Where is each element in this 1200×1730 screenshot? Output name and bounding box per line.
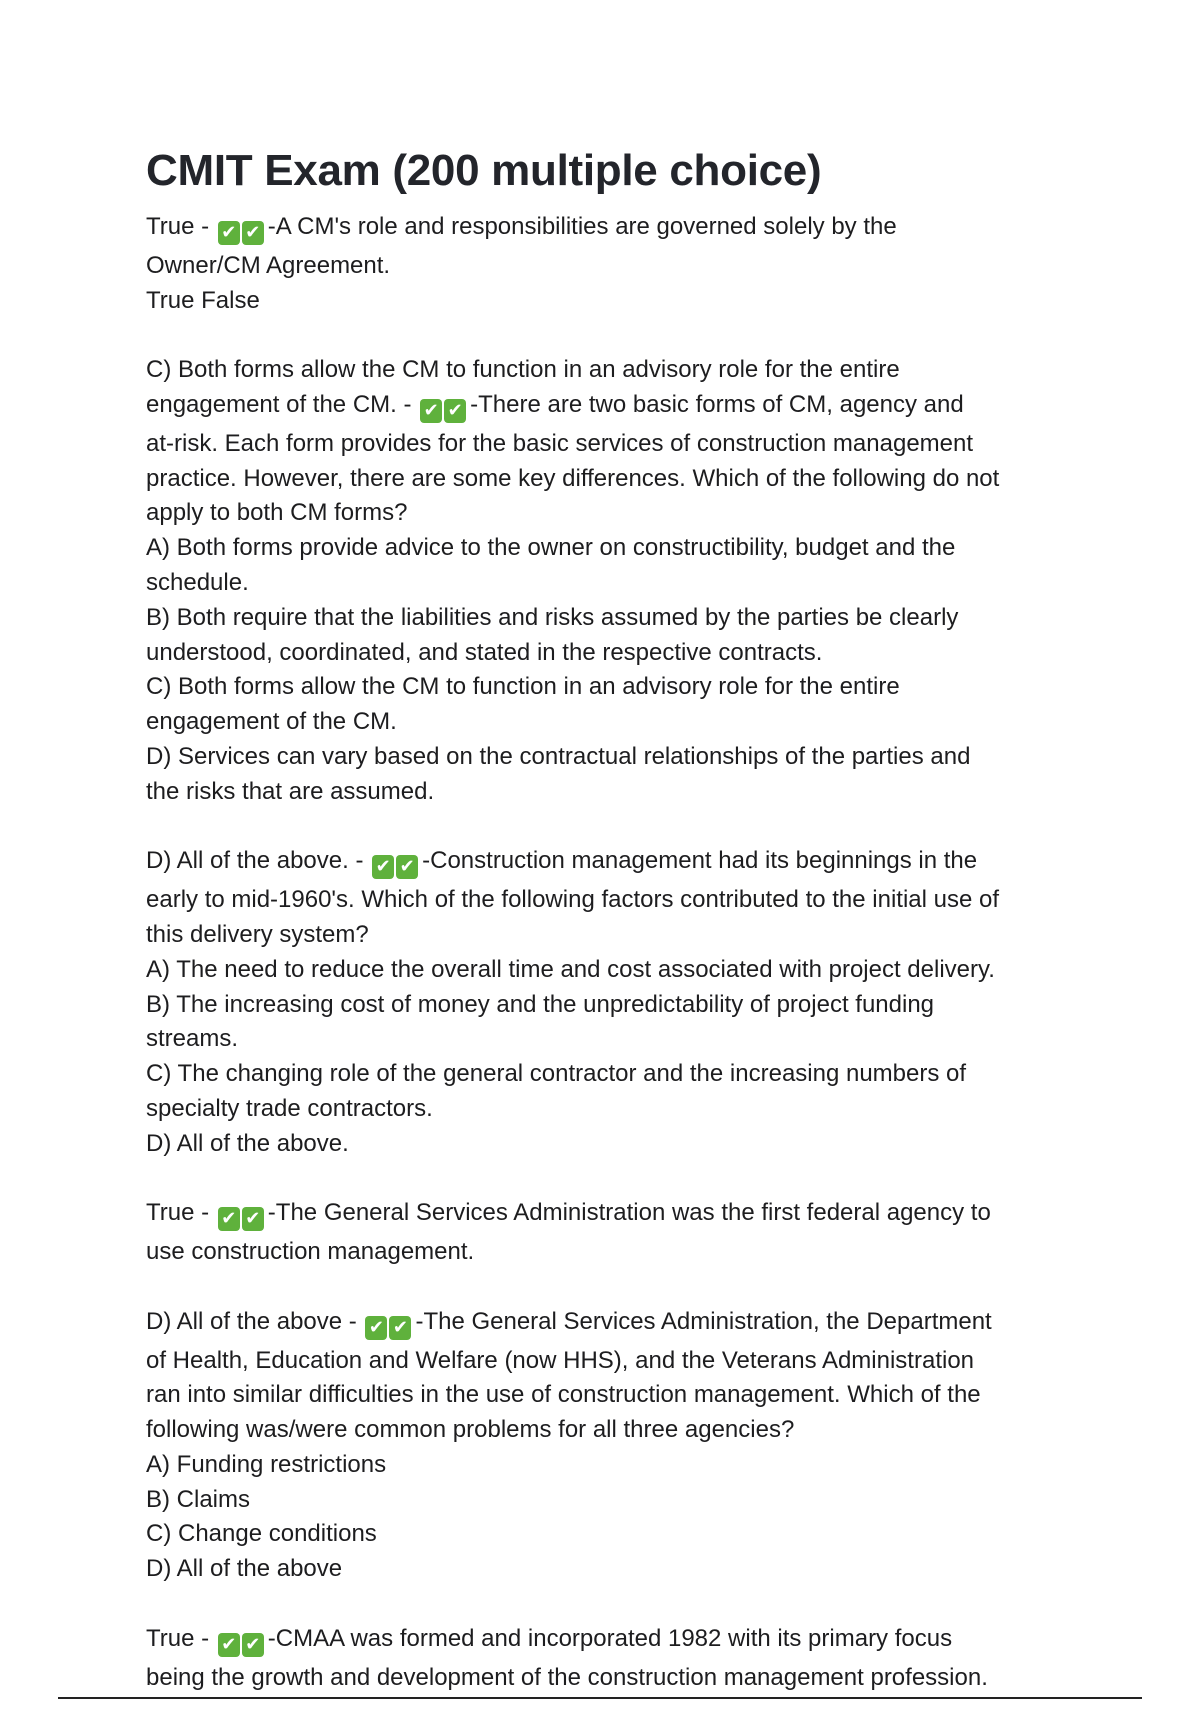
question-entry [146,1305,1086,1587]
question-line: practice. However, there are some key differences. Which of the following do not [146,464,1000,492]
check-mark-pair [372,848,420,883]
check-mark-icon: ✔ [365,1316,387,1340]
question-text: -CMAA was formed and incorporated 1982 with its primary focus [267,1624,953,1652]
question-line: the risks that are assumed. [146,777,435,805]
question-line: being the growth and development of the construction management profession. [146,1663,988,1691]
check-mark-pair [420,392,468,427]
question-line: D) Services can vary based on the contractual relationships of the parties and [146,742,971,770]
check-mark-icon: ✔ [218,1633,240,1657]
check-mark-icon: ✔ [420,399,442,423]
answer-line [146,1196,1086,1235]
page-title: CMIT Exam (200 multiple choice) [146,146,822,195]
answer-text: D) All of the above - [146,1307,357,1335]
question-line: C) The changing role of the general contractor and the increasing numbers of [146,1060,967,1088]
check-mark-icon: ✔ [396,855,418,879]
question-line: following was/were common problems for all three agencies? [146,1416,795,1444]
check-mark-icon: ✔ [218,1207,240,1231]
question-line: ran into similar difficulties in the use of construction management. Which of the [146,1381,981,1409]
check-mark-pair [218,1626,266,1661]
question-text: -There are two basic forms of CM, agency and [470,390,964,418]
question-line: understood, coordinated, and stated in the respective contracts. [146,638,823,666]
question-entry [146,210,1086,318]
question-line: D) All of the above. [146,1129,349,1157]
question-line: of Health, Education and Welfare (now HHS), and the Veterans Administration [146,1346,975,1374]
question-line: schedule. [146,568,249,596]
question-line: B) Claims [146,1485,251,1513]
check-mark-pair [365,1309,413,1344]
question-line: A) Funding restrictions [146,1450,387,1478]
answer-line [146,388,1086,427]
question-entry [146,1196,1086,1270]
answer-text: True - [146,1624,210,1652]
question-text: -The General Services Administration was the first federal agency to [267,1199,991,1227]
question-line: B) Both require that the liabilities and risks assumed by the parties be clearly [146,603,959,631]
question-line: early to mid-1960's. Which of the following factors contributed to the initial use of [146,886,1000,914]
question-line: engagement of the CM. [146,708,397,736]
footer-rule [58,1697,1142,1699]
answer-line [146,1622,1086,1661]
answer-line [146,1305,1086,1344]
question-line: A) The need to reduce the overall time and cost associated with project delivery. [146,955,995,983]
question-entry [146,1622,1086,1696]
check-mark-icon: ✔ [242,1207,264,1231]
question-text: -Construction management had its beginnings in the [422,847,978,875]
check-mark-pair [218,214,266,249]
answer-text: True - [146,1199,210,1227]
question-line: at-risk. Each form provides for the basic services of construction management [146,429,974,457]
question-line: C) Both forms allow the CM to function in an advisory role for the entire [146,673,900,701]
document-page [146,142,1086,1730]
question-line: specialty trade contractors. [146,1094,433,1122]
answer-line [146,210,1086,249]
question-line: C) Change conditions [146,1520,377,1548]
question-text: -A CM's role and responsibilities are governed solely by the [267,213,897,240]
question-line: B) The increasing cost of money and the unpredictability of project funding [146,990,935,1018]
question-line: streams. [146,1025,239,1053]
check-mark-pair [218,1200,266,1235]
question-text: -The General Services Administration, the Department [415,1307,992,1335]
question-line: apply to both CM forms? [146,499,408,527]
answer-text: D) All of the above. - [146,847,364,875]
question-line: D) All of the above [146,1555,343,1583]
check-mark-icon: ✔ [242,221,264,245]
check-mark-icon: ✔ [242,1633,264,1657]
check-mark-icon: ✔ [389,1316,411,1340]
answer-line [146,844,1086,883]
check-mark-icon: ✔ [218,221,240,245]
answer-text: True - [146,213,210,240]
question-line: use construction management. [146,1238,475,1266]
check-mark-icon: ✔ [372,855,394,879]
question-line: A) Both forms provide advice to the owner on constructibility, budget and the [146,534,956,562]
question-entry [146,353,1086,809]
question-entry [146,844,1086,1161]
question-list [146,210,1086,1695]
check-mark-icon: ✔ [444,399,466,423]
question-line: Owner/CM Agreement. [146,251,391,279]
answer-text: engagement of the CM. - [146,390,412,418]
question-line: this delivery system? [146,920,369,948]
question-line: True False [146,286,260,314]
question-line: C) Both forms allow the CM to function in an advisory role for the entire [146,356,900,384]
